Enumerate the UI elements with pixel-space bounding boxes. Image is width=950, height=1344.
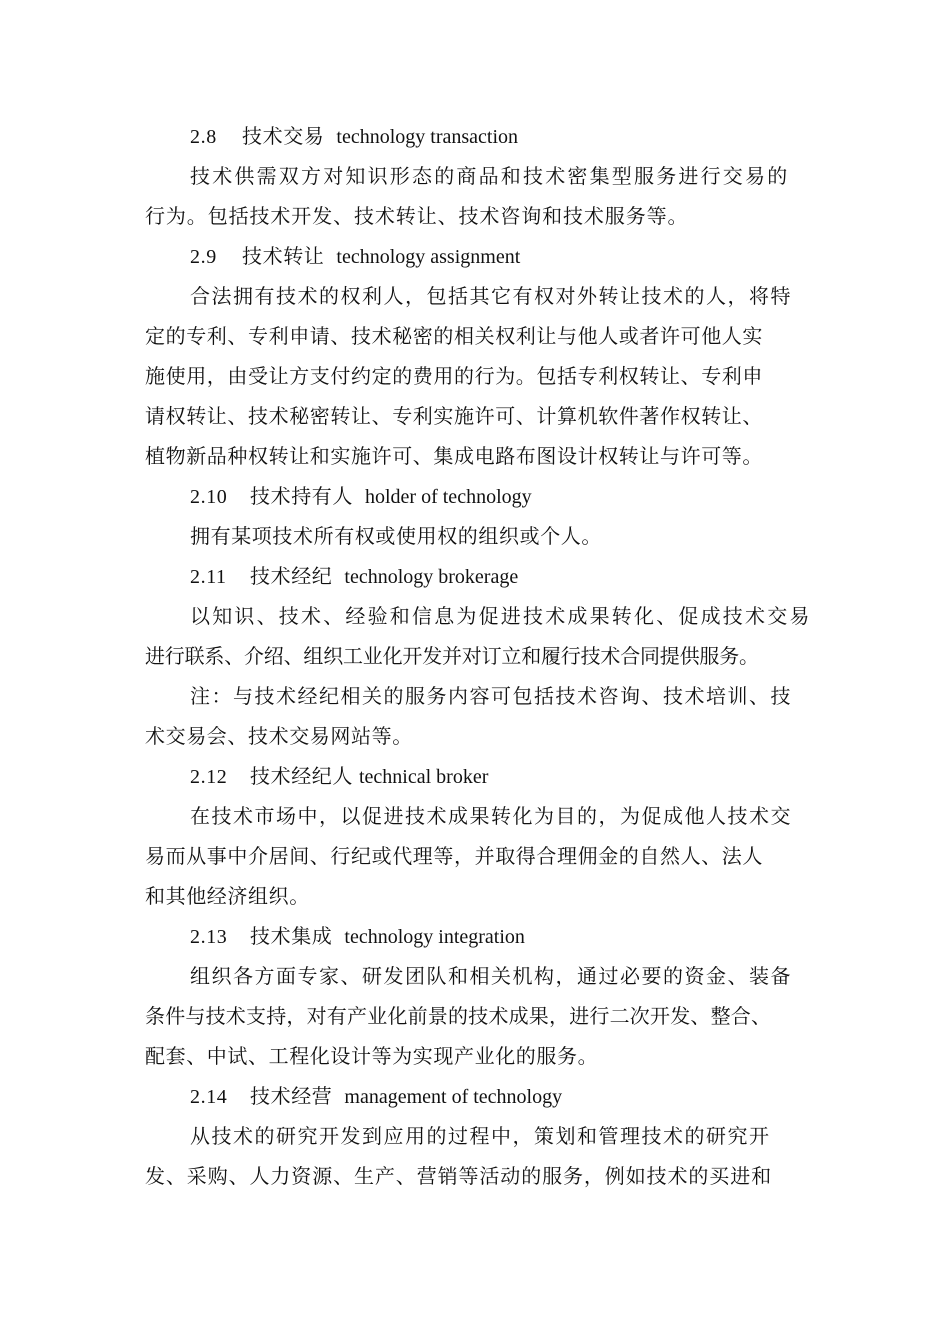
term-english: technical broker — [359, 766, 489, 788]
note-line: 注：与技术经纪相关的服务内容可包括技术咨询、技术培训、技 — [190, 684, 792, 708]
paragraph-line: 拥有某项技术所有权或使用权的组织或个人。 — [190, 524, 602, 548]
term-english: technology transaction — [336, 126, 519, 148]
note-line: 术交易会、技术交易网站等。 — [145, 724, 413, 748]
section-heading-2-8 — [190, 123, 518, 150]
paragraph-line: 合法拥有技术的权利人，包括其它有权对外转让技术的人，将特 — [190, 284, 792, 308]
term-chinese: 技术集成 — [250, 924, 333, 948]
paragraph-line: 技术供需双方对知识形态的商品和技术密集型服务进行交易的 — [190, 164, 790, 188]
section-heading-2-11 — [190, 563, 518, 590]
paragraph-line: 和其他经济组织。 — [145, 884, 310, 908]
section-number: 2.9 — [190, 246, 217, 268]
section-heading-2-10 — [190, 483, 532, 510]
paragraph-line: 配套、中试、工程化设计等为实现产业化的服务。 — [145, 1044, 599, 1068]
term-chinese: 技术经营 — [250, 1084, 333, 1108]
term-english: technology assignment — [336, 246, 521, 268]
section-heading-2-14 — [190, 1083, 562, 1110]
section-number: 2.10 — [190, 486, 228, 508]
term-english: technology integration — [344, 926, 525, 948]
paragraph-line: 进行联系、介绍、组织工业化开发并对订立和履行技术合同提供服务。 — [145, 644, 759, 668]
term-english: holder of technology — [365, 486, 532, 508]
section-number: 2.14 — [190, 1086, 228, 1108]
term-chinese: 技术交易 — [242, 124, 325, 148]
section-number: 2.11 — [190, 566, 227, 588]
term-chinese: 技术经纪人 — [250, 764, 353, 788]
term-chinese: 技术经纪 — [250, 564, 333, 588]
term-english: management of technology — [344, 1086, 563, 1108]
section-heading-2-9 — [190, 243, 520, 270]
paragraph-line: 定的专利、专利申请、技术秘密的相关权利让与他人或者许可他人实 — [145, 324, 763, 348]
paragraph-line: 条件与技术支持，对有产业化前景的技术成果，进行二次开发、整合、 — [145, 1004, 772, 1028]
term-chinese: 技术转让 — [242, 244, 325, 268]
paragraph-line: 在技术市场中，以促进技术成果转化为目的，为促成他人技术交 — [190, 804, 792, 828]
section-number: 2.13 — [190, 926, 228, 948]
paragraph-line: 易而从事中介居间、行纪或代理等，并取得合理佣金的自然人、法人 — [145, 844, 763, 868]
section-number: 2.12 — [190, 766, 228, 788]
section-heading-2-12 — [190, 763, 488, 790]
paragraph-line: 施使用，由受让方支付约定的费用的行为。包括专利权转让、专利申 — [145, 364, 763, 388]
paragraph-line: 发、采购、人力资源、生产、营销等活动的服务，例如技术的买进和 — [145, 1164, 772, 1188]
paragraph-line: 行为。包括技术开发、技术转让、技术咨询和技术服务等。 — [145, 204, 689, 228]
paragraph-line: 从技术的研究开发到应用的过程中，策划和管理技术的研究开 — [190, 1124, 771, 1148]
section-heading-2-13 — [190, 923, 525, 950]
term-chinese: 技术持有人 — [250, 484, 353, 508]
paragraph-line: 以知识、技术、经验和信息为促进技术成果转化、促成技术交易 — [190, 604, 812, 628]
paragraph-line: 组织各方面专家、研发团队和相关机构，通过必要的资金、装备 — [190, 964, 792, 988]
paragraph-line: 植物新品种权转让和实施许可、集成电路布图设计权转让与许可等。 — [145, 444, 763, 468]
paragraph-line: 请权转让、技术秘密转让、专利实施许可、计算机软件著作权转让、 — [145, 404, 763, 428]
section-number: 2.8 — [190, 126, 217, 148]
term-english: technology brokerage — [344, 566, 519, 588]
